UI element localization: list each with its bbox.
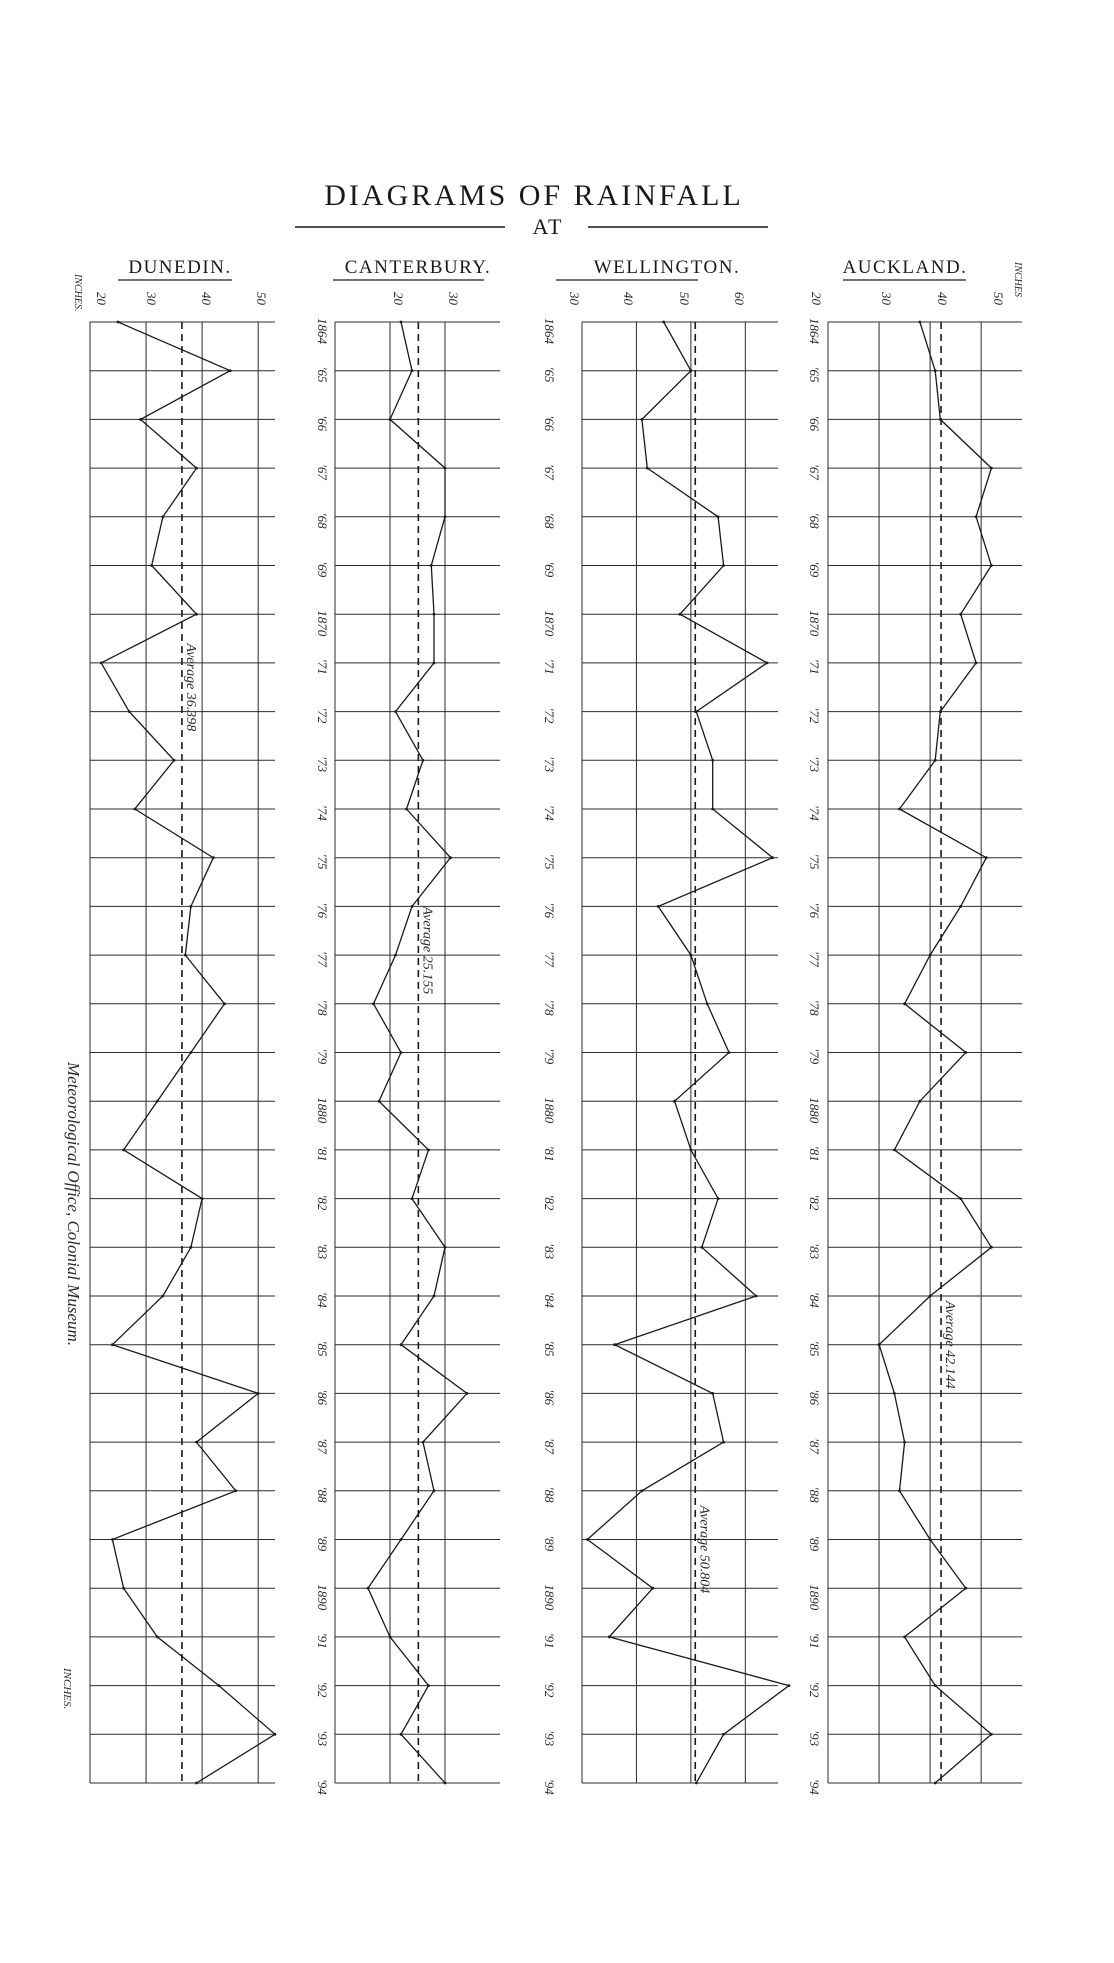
year-label: '75 <box>542 853 557 870</box>
rainfall-point <box>918 1100 921 1103</box>
tick-label: 30 <box>879 292 894 305</box>
rainfall-point <box>218 1684 221 1687</box>
chart-title: WELLINGTON. <box>593 257 741 278</box>
rainfall-point <box>959 1197 962 1200</box>
year-label: '77 <box>315 951 330 967</box>
rainfall-point <box>122 1587 125 1590</box>
year-label: '85 <box>542 1340 557 1357</box>
year-label: '86 <box>807 1389 822 1406</box>
rainfall-point <box>755 1295 758 1298</box>
average-label: Average 50.804 <box>696 1505 712 1594</box>
rainfall-point <box>771 856 774 859</box>
rainfall-point <box>100 662 103 665</box>
panel-canterbury <box>333 257 557 1795</box>
year-label: '82 <box>315 1194 330 1211</box>
rainfall-point <box>689 1149 692 1152</box>
year-label: '92 <box>807 1681 822 1698</box>
year-label: '72 <box>542 707 557 724</box>
year-label: '76 <box>315 902 330 919</box>
rainfall-point <box>903 1441 906 1444</box>
rainfall-point <box>173 759 176 762</box>
rainfall-point <box>679 613 682 616</box>
year-label: '86 <box>542 1389 557 1406</box>
tick-label: 30 <box>567 292 582 305</box>
tick-label: 20 <box>809 292 824 305</box>
rainfall-point <box>161 1295 164 1298</box>
rainfall-point <box>728 1051 731 1054</box>
year-label: '72 <box>807 707 822 724</box>
year-label: '69 <box>315 561 330 578</box>
panel-wellington <box>556 257 822 1795</box>
year-label: '73 <box>542 756 557 773</box>
rainfall-point <box>190 1246 193 1249</box>
year-label: '85 <box>315 1340 330 1357</box>
rainfall-point <box>229 369 232 372</box>
rainfall-point <box>111 1538 114 1541</box>
rainfall-point <box>787 1684 790 1687</box>
year-label: '79 <box>807 1048 822 1065</box>
year-label: '68 <box>542 512 557 529</box>
year-label: 1870 <box>315 610 330 637</box>
year-label: 1870 <box>542 610 557 637</box>
rainfall-point <box>150 564 153 567</box>
rainfall-point <box>646 467 649 470</box>
rainfall-point <box>689 369 692 372</box>
rainfall-point <box>700 1246 703 1249</box>
year-label: '74 <box>807 805 822 821</box>
year-label: '66 <box>315 415 330 432</box>
year-label: '65 <box>315 366 330 383</box>
year-label: '87 <box>807 1438 822 1454</box>
year-label: '92 <box>542 1681 557 1698</box>
panel-dunedin <box>61 257 330 1795</box>
rainfall-point <box>389 418 392 421</box>
rainfall-point <box>427 1684 430 1687</box>
rainfall-point <box>411 1197 414 1200</box>
year-label: 1890 <box>542 1584 557 1611</box>
rainfall-point <box>934 1782 937 1785</box>
year-label: 1880 <box>315 1097 330 1124</box>
year-label: '67 <box>315 464 330 480</box>
rainfall-point <box>964 1587 967 1590</box>
year-label: '94 <box>807 1779 822 1795</box>
average-label: Average 42.144 <box>942 1300 958 1389</box>
page-title: DIAGRAMS OF RAINFALL <box>324 179 744 212</box>
rainfall-point <box>975 515 978 518</box>
rainfall-point <box>689 954 692 957</box>
rainfall-point <box>934 369 937 372</box>
year-label: '71 <box>542 658 557 675</box>
rainfall-point <box>934 759 937 762</box>
chart-title: DUNEDIN. <box>128 257 232 278</box>
rainfall-point <box>411 369 414 372</box>
rainfall-point <box>990 1246 993 1249</box>
year-label: '89 <box>315 1535 330 1552</box>
rainfall-point <box>640 1489 643 1492</box>
year-label: '79 <box>542 1048 557 1065</box>
year-label: '76 <box>807 902 822 919</box>
rainfall-point <box>964 1051 967 1054</box>
rainfall-point <box>430 564 433 567</box>
rainfall-point <box>608 1636 611 1639</box>
year-label: '82 <box>807 1194 822 1211</box>
panel-auckland <box>809 257 1023 1784</box>
year-label: '74 <box>315 805 330 821</box>
rainfall-point <box>378 1100 381 1103</box>
year-label: '93 <box>315 1730 330 1747</box>
rainfall-point <box>893 1392 896 1395</box>
rainfall-point <box>673 1100 676 1103</box>
year-label: '88 <box>315 1486 330 1503</box>
rainfall-point <box>234 1489 237 1492</box>
year-label: 1864 <box>315 318 330 344</box>
page-subtitle: AT <box>532 214 564 239</box>
year-label: 1890 <box>315 1584 330 1611</box>
rainfall-point <box>934 1684 937 1687</box>
rainfall-point <box>139 418 142 421</box>
year-label: '77 <box>807 951 822 967</box>
rainfall-point <box>195 1782 198 1785</box>
rainfall-point <box>466 1392 469 1395</box>
rainfall-point <box>274 1733 277 1736</box>
rainfall-point <box>985 856 988 859</box>
year-label: 1864 <box>807 318 822 344</box>
rainfall-point <box>959 613 962 616</box>
rainfall-point <box>898 1489 901 1492</box>
unit-label-top: INCHES <box>1012 262 1023 297</box>
year-label: 1870 <box>807 610 822 637</box>
year-label: '73 <box>807 756 822 773</box>
rainfall-point <box>117 321 120 324</box>
rainfall-point <box>400 1051 403 1054</box>
rainfall-point <box>156 1636 159 1639</box>
rainfall-point <box>990 467 993 470</box>
year-label: '71 <box>315 658 330 675</box>
year-label: '75 <box>807 853 822 870</box>
rainfall-point <box>223 1002 226 1005</box>
header <box>295 179 768 239</box>
rainfall-point <box>722 564 725 567</box>
rainfall-point <box>711 759 714 762</box>
rainfall-point <box>444 467 447 470</box>
year-label: '93 <box>807 1730 822 1747</box>
year-label: '83 <box>315 1243 330 1260</box>
year-label: '69 <box>542 561 557 578</box>
tick-label: 40 <box>621 292 636 305</box>
rainfall-point <box>372 1002 375 1005</box>
year-label: '68 <box>315 512 330 529</box>
rainfall-point <box>389 1636 392 1639</box>
year-label: '81 <box>542 1145 557 1162</box>
year-label: '86 <box>315 1389 330 1406</box>
year-label: 1880 <box>542 1097 557 1124</box>
tick-label: 40 <box>199 292 214 305</box>
year-label: '78 <box>542 999 557 1016</box>
rainfall-point <box>405 808 408 811</box>
rainfall-point <box>195 613 198 616</box>
rainfall-point <box>394 710 397 713</box>
year-label: 1890 <box>807 1584 822 1611</box>
rainfall-point <box>444 515 447 518</box>
rainfall-point <box>128 710 131 713</box>
tick-label: 60 <box>732 292 747 305</box>
rainfall-point <box>212 856 215 859</box>
rainfall-point <box>717 515 720 518</box>
rainfall-point <box>122 1149 125 1152</box>
year-label: '65 <box>542 366 557 383</box>
tick-label: 30 <box>446 292 461 305</box>
rainfall-point <box>411 905 414 908</box>
rainfall-point <box>422 759 425 762</box>
year-label: '78 <box>315 999 330 1016</box>
year-label: '65 <box>807 366 822 383</box>
rainfall-point <box>878 1343 881 1346</box>
year-label: '78 <box>807 999 822 1016</box>
year-label: '88 <box>807 1486 822 1503</box>
chart-title: AUCKLAND. <box>842 257 968 278</box>
year-label: '67 <box>807 464 822 480</box>
year-label: '82 <box>542 1194 557 1211</box>
year-label: 1880 <box>807 1097 822 1124</box>
rainfall-point <box>990 1733 993 1736</box>
rainfall-point <box>766 662 769 665</box>
rainfall-point <box>939 418 942 421</box>
panels <box>61 257 1023 1795</box>
rainfall-point <box>929 1295 932 1298</box>
rainfall-point <box>657 905 660 908</box>
year-label: '69 <box>807 561 822 578</box>
year-label: '91 <box>807 1632 822 1649</box>
rainfall-point <box>257 1392 260 1395</box>
rainfall-point <box>433 1295 436 1298</box>
rainfall-point <box>422 1441 425 1444</box>
rainfall-point <box>706 1002 709 1005</box>
rainfall-point <box>133 808 136 811</box>
rainfall-point <box>111 1343 114 1346</box>
rainfall-point <box>651 1587 654 1590</box>
rainfall-point <box>959 905 962 908</box>
year-label: '87 <box>315 1438 330 1454</box>
rainfall-point <box>918 321 921 324</box>
year-label: '76 <box>542 902 557 919</box>
year-label: '84 <box>542 1292 557 1308</box>
rainfall-point <box>640 418 643 421</box>
rainfall-point <box>898 808 901 811</box>
year-label: '94 <box>542 1779 557 1795</box>
year-label: '81 <box>807 1145 822 1162</box>
rainfall-point <box>201 1197 204 1200</box>
year-label: '66 <box>807 415 822 432</box>
rainfall-point <box>929 954 932 957</box>
rainfall-point <box>893 1149 896 1152</box>
rainfall-point <box>427 1149 430 1152</box>
year-label: '89 <box>807 1535 822 1552</box>
year-label: '87 <box>542 1438 557 1454</box>
year-label: '91 <box>315 1632 330 1649</box>
year-label: '83 <box>542 1243 557 1260</box>
tick-label: 20 <box>391 292 406 305</box>
rainfall-point <box>695 710 698 713</box>
rainfall-point <box>903 1636 906 1639</box>
rainfall-point <box>400 1733 403 1736</box>
tick-label: 30 <box>144 292 159 305</box>
rainfall-point <box>195 467 198 470</box>
rainfall-point <box>613 1343 616 1346</box>
year-label: '83 <box>807 1243 822 1260</box>
rainfall-point <box>195 1441 198 1444</box>
rainfall-point <box>717 1197 720 1200</box>
year-label: '84 <box>807 1292 822 1308</box>
rainfall-point <box>394 954 397 957</box>
year-label: '71 <box>807 658 822 675</box>
rainfall-point <box>695 1782 698 1785</box>
year-label: '75 <box>315 853 330 870</box>
chart-title: CANTERBURY. <box>344 257 492 278</box>
side-note: Meteorological Office, Colonial Museum. <box>64 1062 83 1347</box>
rainfall-point <box>433 613 436 616</box>
average-label: Average 25.155 <box>419 906 435 995</box>
tick-label: 50 <box>254 292 269 305</box>
year-label: '88 <box>542 1486 557 1503</box>
rainfall-point <box>433 1489 436 1492</box>
year-label: '94 <box>315 1779 330 1795</box>
rainfall-point <box>444 1246 447 1249</box>
tick-label: 40 <box>935 292 950 305</box>
year-label: '93 <box>542 1730 557 1747</box>
rainfall-point <box>444 1782 447 1785</box>
year-label: '91 <box>542 1632 557 1649</box>
year-label: '84 <box>315 1292 330 1308</box>
unit-label-bottom: INCHES. <box>61 1668 73 1710</box>
rainfall-point <box>433 662 436 665</box>
year-label: '68 <box>807 512 822 529</box>
year-label: '66 <box>542 415 557 432</box>
year-label: '81 <box>315 1145 330 1162</box>
year-label: '79 <box>315 1048 330 1065</box>
rainfall-point <box>711 808 714 811</box>
rainfall-point <box>722 1441 725 1444</box>
rainfall-point <box>184 954 187 957</box>
rainfall-point <box>449 856 452 859</box>
unit-label-top: INCHES. <box>72 274 83 312</box>
rainfall-point <box>662 321 665 324</box>
year-label: '89 <box>542 1535 557 1552</box>
rainfall-point <box>156 1100 159 1103</box>
rainfall-point <box>190 1051 193 1054</box>
rainfall-point <box>939 710 942 713</box>
year-label: '73 <box>315 756 330 773</box>
rainfall-point <box>586 1538 589 1541</box>
year-label: '72 <box>315 707 330 724</box>
rainfall-point <box>400 1343 403 1346</box>
rainfall-point <box>190 905 193 908</box>
rainfall-point <box>903 1002 906 1005</box>
rainfall-point <box>400 321 403 324</box>
rainfall-point <box>367 1587 370 1590</box>
year-label: '67 <box>542 464 557 480</box>
rainfall-point <box>990 564 993 567</box>
average-label: Average 36.398 <box>182 643 198 732</box>
rainfall-point <box>400 1538 403 1541</box>
rainfall-point <box>975 662 978 665</box>
year-label: '77 <box>542 951 557 967</box>
year-label: '74 <box>542 805 557 821</box>
tick-label: 20 <box>94 292 109 305</box>
year-label: '92 <box>315 1681 330 1698</box>
rainfall-point <box>722 1733 725 1736</box>
year-label: 1864 <box>542 318 557 344</box>
tick-label: 50 <box>677 292 692 305</box>
tick-label: 50 <box>991 292 1006 305</box>
rainfall-point <box>929 1538 932 1541</box>
rainfall-point <box>711 1392 714 1395</box>
rainfall-point <box>161 515 164 518</box>
year-label: '85 <box>807 1340 822 1357</box>
